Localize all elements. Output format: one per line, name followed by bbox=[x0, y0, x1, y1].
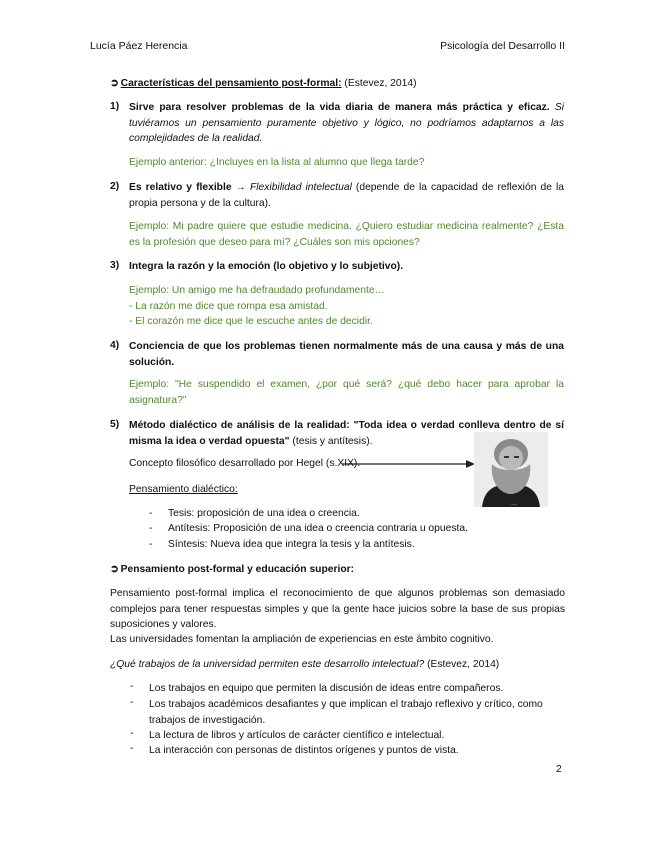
svg-text:Portrait photo: Portrait photo bbox=[511, 505, 518, 506]
dialectic-heading: Pensamiento dialéctico: bbox=[129, 484, 238, 495]
page-number: 2 bbox=[556, 764, 562, 775]
section2-para1: Pensamiento post-formal implica el reconocimiento de que algunos problemas son demasiado complejos para tener respuestas simples y que la gente hace juicios sobre la base de sus propias suposiciones y valores. bbox=[110, 588, 565, 630]
portrait-icon bbox=[474, 432, 548, 507]
bullet-dash: - bbox=[149, 539, 153, 550]
dialectic-bullet: Tesis: proposición de una idea o creencia. bbox=[168, 508, 360, 519]
item-3-example-line: - La razón me dice que rompa esa amistad. bbox=[129, 301, 328, 312]
item-4-bold: Conciencia de que los problemas tienen normalmente más de una causa y más de una solución. bbox=[129, 341, 564, 368]
hegel-text: Concepto filosófico desarrollado por Hegel (s.XIX). bbox=[129, 458, 361, 469]
item-1-example: Ejemplo anterior: ¿Incluyes en la lista al alumno que llega tarde? bbox=[129, 157, 425, 168]
section2-heading bbox=[110, 563, 354, 575]
item-5-rest: (tesis y antítesis). bbox=[292, 435, 373, 447]
section2-para2: Las universidades fomentan la ampliación de experiencias en este ámbito cognitivo. bbox=[110, 634, 494, 645]
section1-title: Características del pensamiento post-formal: bbox=[120, 78, 342, 89]
item-2-example: Ejemplo: Mi padre quiere que estudie medicina. ¿Quiero estudiar medicina realmente? ¿Esta es la profesión que deseo para mí? ¿Cuáles son mis opciones? bbox=[129, 221, 564, 248]
item-1-text bbox=[129, 100, 564, 147]
item-3-example-line: Ejemplo: Un amigo me ha defraudado profundamente… bbox=[129, 285, 385, 296]
item-2-bold: Es relativo y flexible bbox=[129, 182, 232, 193]
item-1-bold: Sirve para resolver problemas de la vida diaria de manera más práctica y eficaz. bbox=[129, 102, 550, 113]
item-number: 3) bbox=[110, 260, 120, 271]
bullet-dash: - bbox=[130, 728, 134, 739]
bullet-dash: - bbox=[149, 508, 153, 519]
section2-bullet: La lectura de libros y artículos de carácter científico e intelectual. bbox=[149, 730, 445, 741]
arrow-right-icon: ➲ bbox=[110, 78, 119, 89]
long-arrow-icon bbox=[342, 458, 477, 470]
item-2-text bbox=[129, 180, 564, 211]
item-number: 4) bbox=[110, 340, 120, 351]
bullet-dash: - bbox=[130, 743, 134, 754]
item-1-italic: Si tuviéramos un pensamiento puramente objetivo y lógico, no podríamos adaptarnos a las complejidades de la realidad. bbox=[129, 102, 564, 144]
bullet-dash: - bbox=[130, 697, 134, 708]
item-4-example: Ejemplo: "He suspendido el examen, ¿por qué será? ¿qué debo hacer para aprobar la asignatura?" bbox=[129, 379, 564, 406]
section2-bullet: Los trabajos en equipo que permiten la discusión de ideas entre compañeros. bbox=[149, 683, 504, 694]
item-3-bold: Integra la razón y la emoción (lo objetivo y lo subjetivo). bbox=[129, 261, 404, 272]
item-number: 5) bbox=[110, 419, 120, 430]
section2-title: Pensamiento post-formal y educación superior: bbox=[120, 564, 355, 575]
item-2-italic: Flexibilidad intelectual bbox=[249, 182, 352, 193]
dialectic-bullet: Síntesis: Nueva idea que integra la tesis y la antítesis. bbox=[168, 539, 415, 550]
arrow-right-icon: ➲ bbox=[110, 564, 119, 575]
question-text: ¿Qué trabajos de la universidad permiten este desarrollo intelectual? bbox=[110, 659, 425, 670]
header-author: Lucía Páez Herencia bbox=[90, 40, 188, 52]
item-5-bold: Método dialéctico de análisis de la realidad: "Toda idea o verdad conlleva dentro de sí misma la idea o verdad opuesta" bbox=[129, 420, 564, 447]
section1-citation: (Estevez, 2014) bbox=[344, 78, 417, 89]
item-2-rest: (depende de la capacidad de reflexión de la propia persona y de la cultura). bbox=[129, 182, 564, 209]
section1-heading bbox=[110, 77, 417, 89]
arrow-icon: → bbox=[235, 182, 246, 193]
bullet-dash: - bbox=[130, 681, 134, 692]
dialectic-bullet: Antítesis: Proposición de una idea o creencia contraria u opuesta. bbox=[168, 523, 468, 534]
item-number: 2) bbox=[110, 181, 120, 192]
header-course: Psicología del Desarrollo II bbox=[440, 40, 565, 52]
bullet-dash: - bbox=[149, 523, 153, 534]
section2-bullet: La interacción con personas de distintos orígenes y puntos de vista. bbox=[149, 745, 459, 756]
item-3-example-line: - El corazón me dice que le escuche antes de decidir. bbox=[129, 316, 373, 327]
section2-bullet: Los trabajos académicos desafiantes y que implican el trabajo reflexivo y crítico, como trabajos de investigación. bbox=[149, 699, 543, 726]
item-number: 1) bbox=[110, 101, 120, 112]
portrait-image bbox=[474, 432, 548, 507]
question-cite: (Estevez, 2014) bbox=[427, 659, 500, 670]
section2-question bbox=[110, 657, 565, 673]
